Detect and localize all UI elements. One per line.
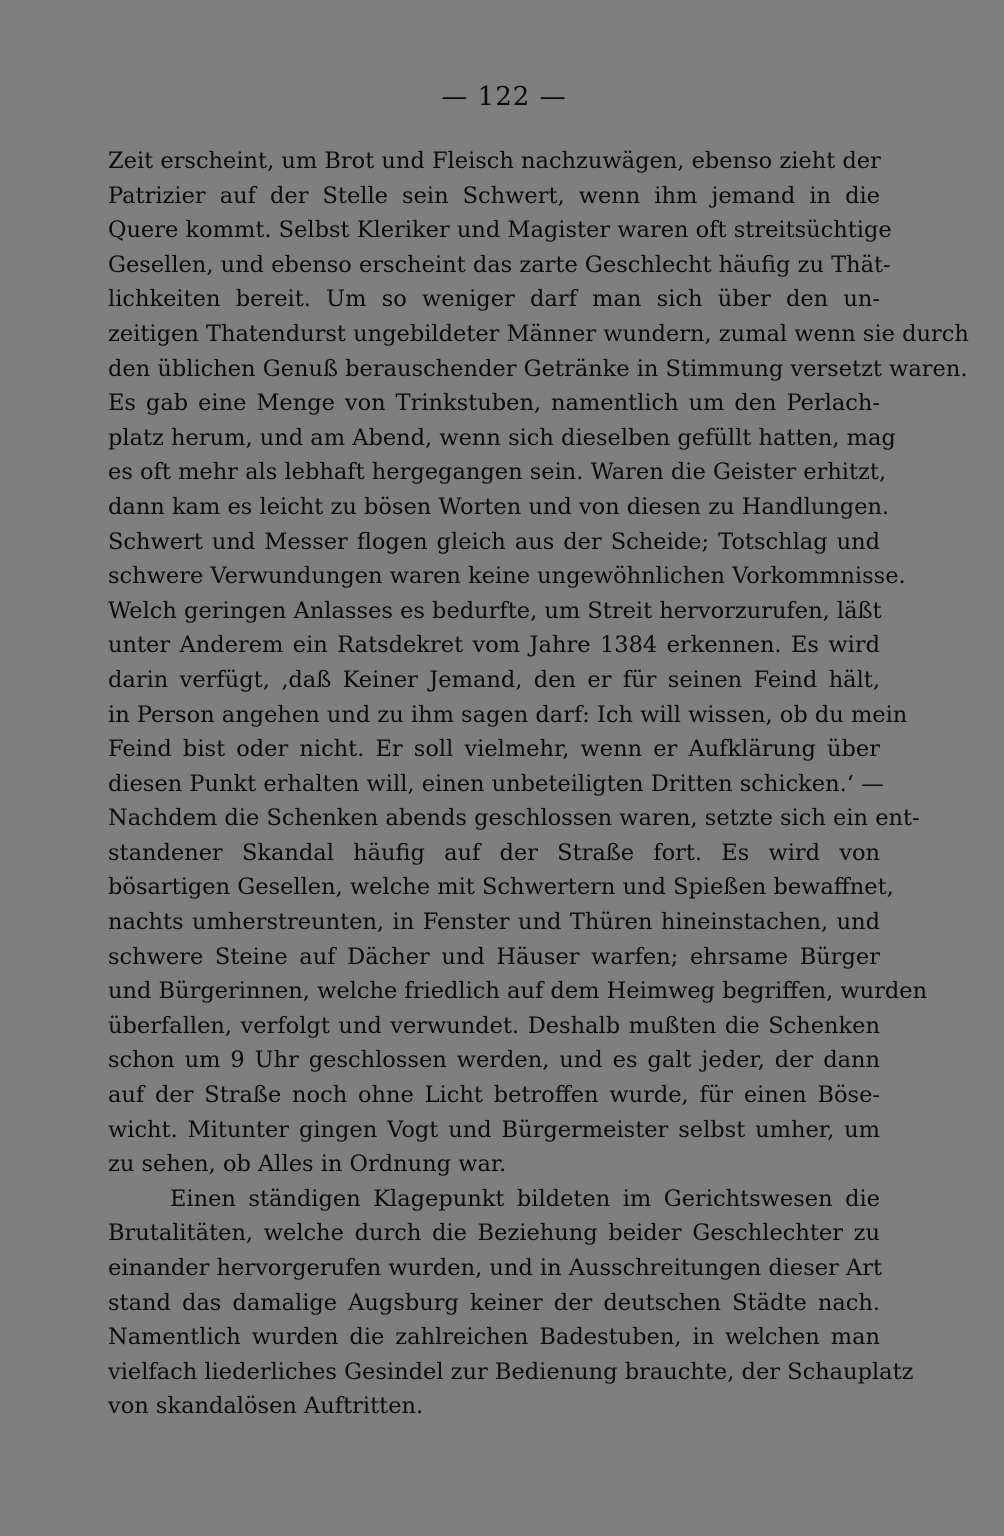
paragraph-2 xyxy=(108,1182,914,1424)
text-line: und Bürgerinnen, welche friedlich auf dem Heimweg begriffen, wurden xyxy=(108,978,928,1005)
text-line: Brutalitäten, welche durch die Beziehung beider Geschlechter zu xyxy=(108,1220,880,1247)
text-line: Nachdem die Schenken abends geschlossen waren, setzte sich ein ent- xyxy=(108,805,920,832)
text-line: platz herum, und am Abend, wenn sich dieselben gefüllt hatten, mag xyxy=(108,424,896,451)
text-line: darin verfügt, ‚daß Keiner Jemand, den er für seinen Feind hält, xyxy=(108,666,880,693)
page-number: — 122 — xyxy=(441,82,567,112)
text-line: diesen Punkt erhalten will, einen unbeteiligten Dritten schicken.‘ — xyxy=(108,770,884,797)
text-line: unter Anderem ein Ratsdekret vom Jahre 1384 erkennen. Es wird xyxy=(108,632,880,659)
text-line: schwere Verwundungen waren keine ungewöhnlichen Vorkommnisse. xyxy=(108,563,906,590)
text-line: Gesellen, und ebenso erscheint das zarte Geschlecht häufig zu Thät- xyxy=(108,251,891,278)
text-line: Namentlich wurden die zahlreichen Badestuben, in welchen man xyxy=(108,1324,880,1351)
text-line: Einen ständigen Klagepunkt bildeten im Gerichtswesen die xyxy=(170,1185,880,1212)
text-line: stand das damalige Augsburg keiner der deutschen Städte nach. xyxy=(108,1289,880,1316)
text-line: dann kam es leicht zu bösen Worten und von diesen zu Handlungen. xyxy=(108,493,890,520)
text-line: Welch geringen Anlasses es bedurfte, um Streit hervorzurufen, läßt xyxy=(108,597,882,624)
paragraph-1 xyxy=(108,144,969,1182)
text-line: Schwert und Messer flogen gleich aus der Scheide; Totschlag und xyxy=(108,528,880,555)
text-line: Es gab eine Menge von Trinkstuben, namentlich um den Perlach- xyxy=(108,390,880,417)
text-line: zeitigen Thatendurst ungebildeter Männer wundern, zumal wenn sie durch xyxy=(108,320,969,347)
text-line: wicht. Mitunter gingen Vogt und Bürgermeister selbst umher, um xyxy=(108,1116,880,1143)
text-line: nachts umherstreunten, in Fenster und Thüren hineinstachen, und xyxy=(108,909,880,936)
text-line: Patrizier auf der Stelle sein Schwert, wenn ihm jemand in die xyxy=(108,182,880,209)
text-line: schon um 9 Uhr geschlossen werden, und es galt jeder, der dann xyxy=(108,1047,880,1074)
body-text xyxy=(108,144,969,1424)
text-line: lichkeiten bereit. Um so weniger darf man sich über den un- xyxy=(108,286,880,313)
text-line: Feind bist oder nicht. Er soll vielmehr, wenn er Aufklärung über xyxy=(108,736,880,763)
text-line: einander hervorgerufen wurden, und in Ausschreitungen dieser Art xyxy=(108,1255,883,1281)
text-line: von skandalösen Auftritten. xyxy=(108,1393,424,1420)
text-line: standener Skandal häufig auf der Straße fort. Es wird von xyxy=(108,839,880,866)
text-line: in Person angehen und zu ihm sagen darf: Ich will wissen, ob du mein xyxy=(108,701,908,728)
text-line: Zeit erscheint, um Brot und Fleisch nachzuwägen, ebenso zieht der xyxy=(108,148,881,174)
text-line: den üblichen Genuß berauschender Getränke in Stimmung versetzt waren. xyxy=(108,355,968,382)
text-line: Quere kommt. Selbst Kleriker und Magister waren oft streitsüchtige xyxy=(108,217,892,244)
text-line: es oft mehr als lebhaft hergegangen sein. Waren die Geister erhitzt, xyxy=(108,459,887,486)
text-line: auf der Straße noch ohne Licht betroffen wurde, für einen Böse- xyxy=(108,1082,880,1109)
text-line: vielfach liederliches Gesindel zur Bedienung brauchte, der Schauplatz xyxy=(108,1358,914,1385)
text-line: überfallen, verfolgt und verwundet. Deshalb mußten die Schenken xyxy=(108,1012,880,1039)
text-line: zu sehen, ob Alles in Ordnung war. xyxy=(108,1151,507,1178)
text-line: bösartigen Gesellen, welche mit Schwertern und Spießen bewaffnet, xyxy=(108,874,894,901)
text-line: schwere Steine auf Dächer und Häuser warfen; ehrsame Bürger xyxy=(108,943,880,970)
